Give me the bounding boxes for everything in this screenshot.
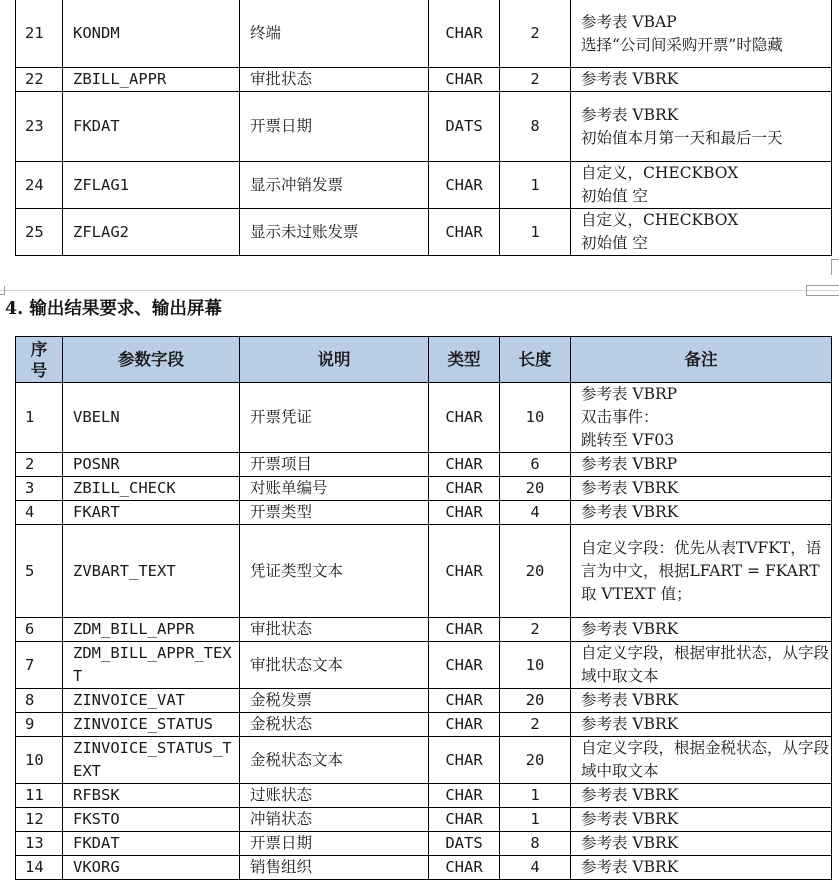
cell-type: CHAR bbox=[429, 68, 500, 92]
table-row bbox=[16, 92, 832, 162]
cell-type: CHAR bbox=[429, 383, 500, 453]
cell-desc: 冲销状态 bbox=[240, 808, 429, 832]
cell-field: ZINVOICE_STATUS_TEXT bbox=[63, 737, 240, 784]
table-row bbox=[16, 832, 832, 856]
cell-no: 6 bbox=[16, 618, 63, 642]
cell-type: CHAR bbox=[429, 453, 500, 477]
cell-type: CHAR bbox=[429, 784, 500, 808]
cell-desc: 审批状态文本 bbox=[240, 642, 429, 689]
section-heading: 4. 输出结果要求、输出屏幕 bbox=[5, 299, 222, 319]
table-row bbox=[16, 383, 832, 453]
cell-desc: 凭证类型文本 bbox=[240, 525, 429, 618]
cell-desc: 金税发票 bbox=[240, 689, 429, 713]
table-row bbox=[16, 808, 832, 832]
cell-no: 3 bbox=[16, 477, 63, 501]
cell-len: 6 bbox=[500, 453, 571, 477]
table-row bbox=[16, 784, 832, 808]
cell-no: 12 bbox=[16, 808, 63, 832]
cell-note: 参考表 VBRK bbox=[571, 618, 832, 642]
cell-desc: 审批状态 bbox=[240, 68, 429, 92]
cell-no: 14 bbox=[16, 856, 63, 880]
cell-len: 10 bbox=[500, 642, 571, 689]
cell-type: CHAR bbox=[429, 642, 500, 689]
cell-type: DATS bbox=[429, 832, 500, 856]
cell-field: POSNR bbox=[63, 453, 240, 477]
table-row bbox=[16, 642, 832, 689]
cell-desc: 开票日期 bbox=[240, 92, 429, 162]
cell-type: CHAR bbox=[429, 0, 500, 68]
cell-type: CHAR bbox=[429, 856, 500, 880]
cell-field: ZBILL_APPR bbox=[63, 68, 240, 92]
input-parameters-table-body bbox=[16, 0, 832, 256]
input-parameters-table-continued bbox=[15, 0, 832, 256]
cell-type: CHAR bbox=[429, 618, 500, 642]
cell-note: 参考表 VBRK bbox=[571, 68, 832, 92]
crop-mark-top-left bbox=[0, 286, 5, 295]
cell-desc: 金税状态 bbox=[240, 713, 429, 737]
crop-mark-top-right-lower bbox=[806, 285, 839, 296]
header-note: 备注 bbox=[571, 337, 832, 383]
cell-note: 参考表 VBRK bbox=[571, 808, 832, 832]
cell-note: 参考表 VBRK bbox=[571, 832, 832, 856]
cell-desc: 审批状态 bbox=[240, 618, 429, 642]
cell-type: CHAR bbox=[429, 501, 500, 525]
cell-type: DATS bbox=[429, 92, 500, 162]
cell-desc: 显示未过账发票 bbox=[240, 209, 429, 256]
table-header-row bbox=[16, 337, 832, 383]
cell-field: VKORG bbox=[63, 856, 240, 880]
cell-desc: 开票类型 bbox=[240, 501, 429, 525]
cell-field: ZFLAG2 bbox=[63, 209, 240, 256]
header-desc: 说明 bbox=[240, 337, 429, 383]
cell-len: 8 bbox=[500, 832, 571, 856]
cell-field: VBELN bbox=[63, 383, 240, 453]
cell-field: FKDAT bbox=[63, 92, 240, 162]
cell-desc: 终端 bbox=[240, 0, 429, 68]
cell-len: 20 bbox=[500, 737, 571, 784]
cell-no: 22 bbox=[16, 68, 63, 92]
cell-field: FKDAT bbox=[63, 832, 240, 856]
table-row bbox=[16, 689, 832, 713]
cell-field: KONDM bbox=[63, 0, 240, 68]
cell-type: CHAR bbox=[429, 162, 500, 209]
cell-note: 参考表 VBRK bbox=[571, 501, 832, 525]
cell-type: CHAR bbox=[429, 808, 500, 832]
cell-no: 2 bbox=[16, 453, 63, 477]
cell-no: 7 bbox=[16, 642, 63, 689]
cell-note: 自定义，CHECKBOX 初始值 空 bbox=[571, 209, 832, 256]
cell-desc: 显示冲销发票 bbox=[240, 162, 429, 209]
cell-no: 13 bbox=[16, 832, 63, 856]
cell-desc: 开票日期 bbox=[240, 832, 429, 856]
cell-type: CHAR bbox=[429, 477, 500, 501]
header-type: 类型 bbox=[429, 337, 500, 383]
cell-len: 4 bbox=[500, 856, 571, 880]
cell-no: 5 bbox=[16, 525, 63, 618]
crop-mark-top-right-upper bbox=[831, 259, 839, 275]
cell-note: 参考表 VBRK 初始值本月第一天和最后一天 bbox=[571, 92, 832, 162]
cell-note: 参考表 VBRK bbox=[571, 784, 832, 808]
cell-no: 23 bbox=[16, 92, 63, 162]
cell-len: 8 bbox=[500, 92, 571, 162]
table-row bbox=[16, 68, 832, 92]
cell-no: 10 bbox=[16, 737, 63, 784]
cell-len: 1 bbox=[500, 784, 571, 808]
cell-len: 1 bbox=[500, 162, 571, 209]
page-break-line bbox=[0, 290, 839, 291]
cell-field: ZVBART_TEXT bbox=[63, 525, 240, 618]
cell-desc: 金税状态文本 bbox=[240, 737, 429, 784]
cell-len: 4 bbox=[500, 501, 571, 525]
table-row bbox=[16, 737, 832, 784]
cell-desc: 对账单编号 bbox=[240, 477, 429, 501]
cell-note: 自定义字段：优先从表TVFKT，语言为中文，根据LFART = FKART 取 VTEXT 值； bbox=[571, 525, 832, 618]
table-row bbox=[16, 856, 832, 880]
cell-len: 2 bbox=[500, 618, 571, 642]
cell-field: ZFLAG1 bbox=[63, 162, 240, 209]
table-row bbox=[16, 162, 832, 209]
cell-no: 11 bbox=[16, 784, 63, 808]
cell-field: ZDM_BILL_APPR_TEXT bbox=[63, 642, 240, 689]
cell-desc: 销售组织 bbox=[240, 856, 429, 880]
cell-type: CHAR bbox=[429, 209, 500, 256]
table-row bbox=[16, 501, 832, 525]
cell-no: 25 bbox=[16, 209, 63, 256]
cell-field: ZDM_BILL_APPR bbox=[63, 618, 240, 642]
cell-len: 20 bbox=[500, 525, 571, 618]
cell-desc: 开票凭证 bbox=[240, 383, 429, 453]
cell-note: 参考表 VBRK bbox=[571, 713, 832, 737]
cell-note: 参考表 VBAP 选择“公司间采购开票”时隐藏 bbox=[571, 0, 832, 68]
cell-note: 参考表 VBRP 双击事件： 跳转至 VF03 bbox=[571, 383, 832, 453]
cell-note: 参考表 VBRK bbox=[571, 689, 832, 713]
cell-len: 10 bbox=[500, 383, 571, 453]
cell-field: RFBSK bbox=[63, 784, 240, 808]
cell-field: ZINVOICE_STATUS bbox=[63, 713, 240, 737]
table-row bbox=[16, 477, 832, 501]
cell-type: CHAR bbox=[429, 689, 500, 713]
cell-len: 1 bbox=[500, 209, 571, 256]
table-row bbox=[16, 209, 832, 256]
cell-no: 24 bbox=[16, 162, 63, 209]
cell-len: 1 bbox=[500, 808, 571, 832]
cell-type: CHAR bbox=[429, 737, 500, 784]
cell-field: FKSTO bbox=[63, 808, 240, 832]
cell-note: 参考表 VBRP bbox=[571, 453, 832, 477]
header-no: 序号 bbox=[16, 337, 63, 383]
output-result-table bbox=[15, 336, 832, 880]
cell-note: 参考表 VBRK bbox=[571, 856, 832, 880]
cell-no: 1 bbox=[16, 383, 63, 453]
cell-no: 21 bbox=[16, 0, 63, 68]
cell-field: ZINVOICE_VAT bbox=[63, 689, 240, 713]
table-row bbox=[16, 525, 832, 618]
cell-note: 自定义字段，根据金税状态，从字段域中取文本 bbox=[571, 737, 832, 784]
table-row bbox=[16, 0, 832, 68]
cell-note: 参考表 VBRK bbox=[571, 477, 832, 501]
table-row bbox=[16, 453, 832, 477]
cell-len: 2 bbox=[500, 0, 571, 68]
cell-type: CHAR bbox=[429, 713, 500, 737]
cell-desc: 开票项目 bbox=[240, 453, 429, 477]
cell-field: ZBILL_CHECK bbox=[63, 477, 240, 501]
cell-type: CHAR bbox=[429, 525, 500, 618]
cell-no: 9 bbox=[16, 713, 63, 737]
cell-no: 8 bbox=[16, 689, 63, 713]
table-row bbox=[16, 618, 832, 642]
cell-desc: 过账状态 bbox=[240, 784, 429, 808]
header-len: 长度 bbox=[500, 337, 571, 383]
cell-len: 2 bbox=[500, 68, 571, 92]
cell-note: 自定义，CHECKBOX 初始值 空 bbox=[571, 162, 832, 209]
cell-len: 2 bbox=[500, 713, 571, 737]
cell-len: 20 bbox=[500, 689, 571, 713]
header-field: 参数字段 bbox=[63, 337, 240, 383]
cell-no: 4 bbox=[16, 501, 63, 525]
output-result-table-body bbox=[16, 383, 832, 880]
table-row bbox=[16, 713, 832, 737]
cell-note: 自定义字段，根据审批状态，从字段域中取文本 bbox=[571, 642, 832, 689]
cell-field: FKART bbox=[63, 501, 240, 525]
cell-len: 20 bbox=[500, 477, 571, 501]
